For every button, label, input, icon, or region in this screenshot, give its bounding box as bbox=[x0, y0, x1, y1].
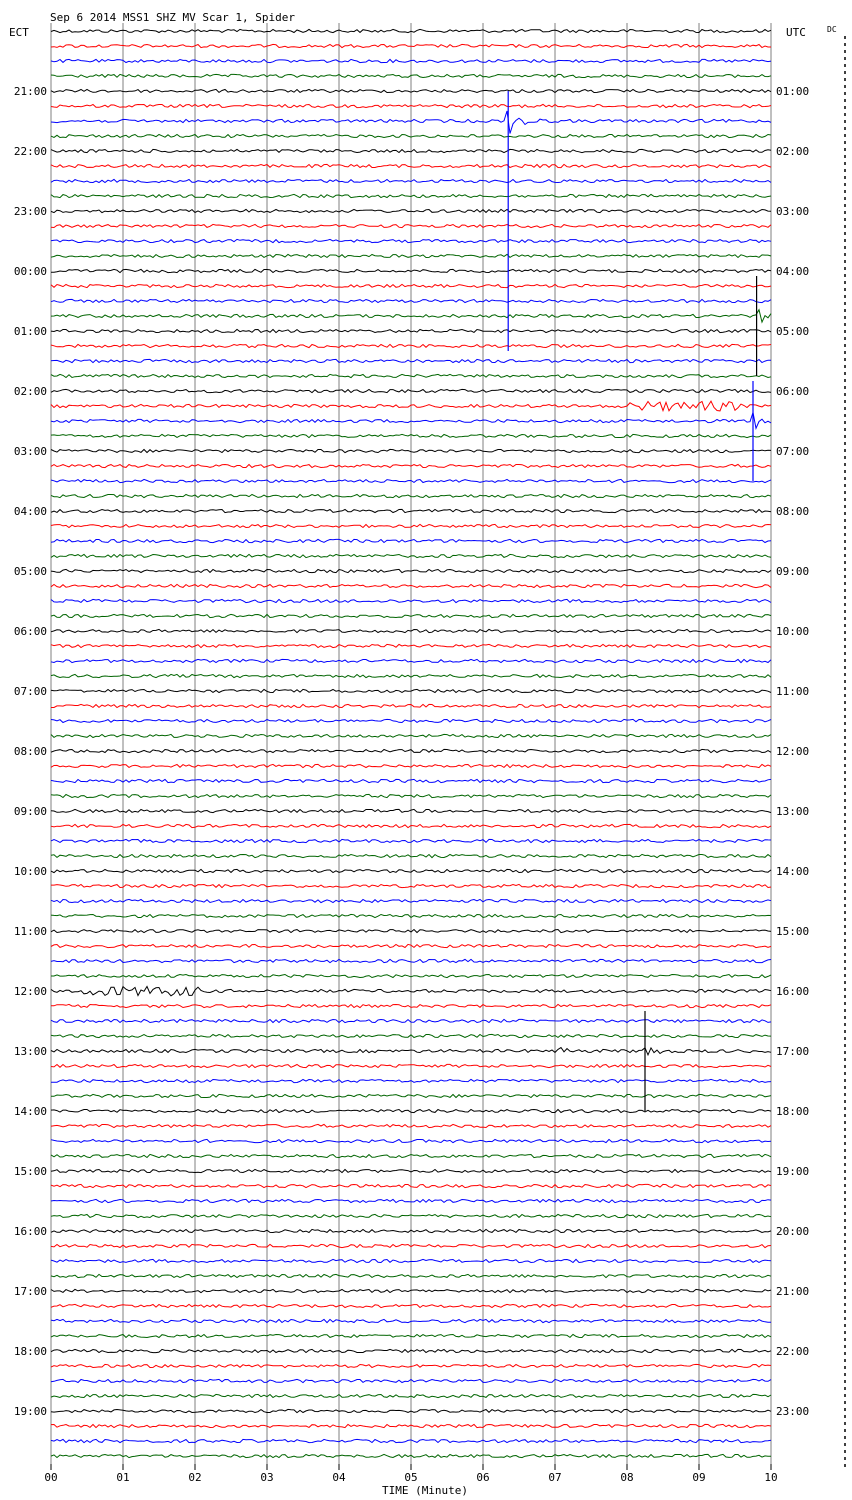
utc-hour-label: 05:00 bbox=[776, 325, 810, 338]
ect-hour-label: 22:00 bbox=[13, 145, 47, 158]
ect-hour-label: 02:00 bbox=[13, 385, 47, 398]
x-tick-label: 02 bbox=[188, 1471, 202, 1484]
x-tick-label: 04 bbox=[332, 1471, 346, 1484]
ect-hour-label: 01:00 bbox=[13, 325, 47, 338]
ect-hour-label: 09:00 bbox=[13, 805, 47, 818]
utc-hour-label: 07:00 bbox=[776, 445, 810, 458]
utc-hour-label: 22:00 bbox=[776, 1345, 810, 1358]
utc-hour-label: 08:00 bbox=[776, 505, 810, 518]
ect-hour-label: 06:00 bbox=[13, 625, 47, 638]
utc-hour-label: 13:00 bbox=[776, 805, 810, 818]
ect-hour-label: 03:00 bbox=[13, 445, 47, 458]
utc-hour-label: 10:00 bbox=[776, 625, 810, 638]
chart-title: Sep 6 2014 MSS1 SHZ MV Scar 1, Spider bbox=[50, 11, 296, 24]
utc-hour-label: 19:00 bbox=[776, 1165, 810, 1178]
utc-hour-label: 04:00 bbox=[776, 265, 810, 278]
utc-hour-label: 03:00 bbox=[776, 205, 810, 218]
dc-label: DC bbox=[827, 25, 837, 34]
right-axis-label: UTC bbox=[786, 26, 806, 39]
utc-hour-labels bbox=[776, 85, 809, 1418]
utc-hour-label: 06:00 bbox=[776, 385, 810, 398]
ect-hour-label: 10:00 bbox=[13, 865, 47, 878]
ect-hour-label: 07:00 bbox=[13, 685, 47, 698]
utc-hour-label: 21:00 bbox=[776, 1285, 810, 1298]
x-tick-label: 10 bbox=[764, 1471, 778, 1484]
ect-hour-label: 14:00 bbox=[13, 1105, 47, 1118]
ect-hour-label: 21:00 bbox=[13, 85, 47, 98]
x-tick-label: 09 bbox=[692, 1471, 706, 1484]
utc-hour-label: 18:00 bbox=[776, 1105, 810, 1118]
ect-hour-label: 15:00 bbox=[13, 1165, 47, 1178]
ect-hour-label: 23:00 bbox=[13, 205, 47, 218]
x-axis-title: TIME (Minute) bbox=[381, 1484, 469, 1497]
x-axis-ticks bbox=[44, 1464, 777, 1484]
ect-hour-label: 17:00 bbox=[13, 1285, 47, 1298]
ect-hour-label: 08:00 bbox=[13, 745, 47, 758]
x-tick-label: 08 bbox=[620, 1471, 634, 1484]
utc-hour-label: 02:00 bbox=[776, 145, 810, 158]
utc-hour-label: 23:00 bbox=[776, 1405, 810, 1418]
x-tick-label: 03 bbox=[260, 1471, 274, 1484]
utc-hour-label: 12:00 bbox=[776, 745, 810, 758]
ect-hour-label: 12:00 bbox=[13, 985, 47, 998]
utc-hour-label: 11:00 bbox=[776, 685, 810, 698]
ect-hour-label: 05:00 bbox=[13, 565, 47, 578]
ect-hour-label: 19:00 bbox=[13, 1405, 47, 1418]
x-tick-label: 06 bbox=[476, 1471, 490, 1484]
x-tick-label: 07 bbox=[548, 1471, 562, 1484]
ect-hour-label: 13:00 bbox=[13, 1045, 47, 1058]
ect-hour-labels bbox=[14, 85, 47, 1418]
x-tick-label: 00 bbox=[44, 1471, 58, 1484]
utc-hour-label: 09:00 bbox=[776, 565, 810, 578]
ect-hour-label: 00:00 bbox=[13, 265, 47, 278]
ect-hour-label: 04:00 bbox=[13, 505, 47, 518]
ect-hour-label: 16:00 bbox=[13, 1225, 47, 1238]
utc-hour-label: 01:00 bbox=[776, 85, 810, 98]
utc-hour-label: 16:00 bbox=[776, 985, 810, 998]
ect-hour-label: 11:00 bbox=[13, 925, 47, 938]
minute-grid bbox=[51, 23, 771, 1464]
x-tick-label: 05 bbox=[404, 1471, 418, 1484]
utc-hour-label: 17:00 bbox=[776, 1045, 810, 1058]
utc-hour-label: 14:00 bbox=[776, 865, 810, 878]
x-tick-label: 01 bbox=[116, 1471, 130, 1484]
ect-hour-label: 18:00 bbox=[13, 1345, 47, 1358]
utc-hour-label: 20:00 bbox=[776, 1225, 810, 1238]
utc-hour-label: 15:00 bbox=[776, 925, 810, 938]
left-axis-label: ECT bbox=[9, 26, 29, 39]
